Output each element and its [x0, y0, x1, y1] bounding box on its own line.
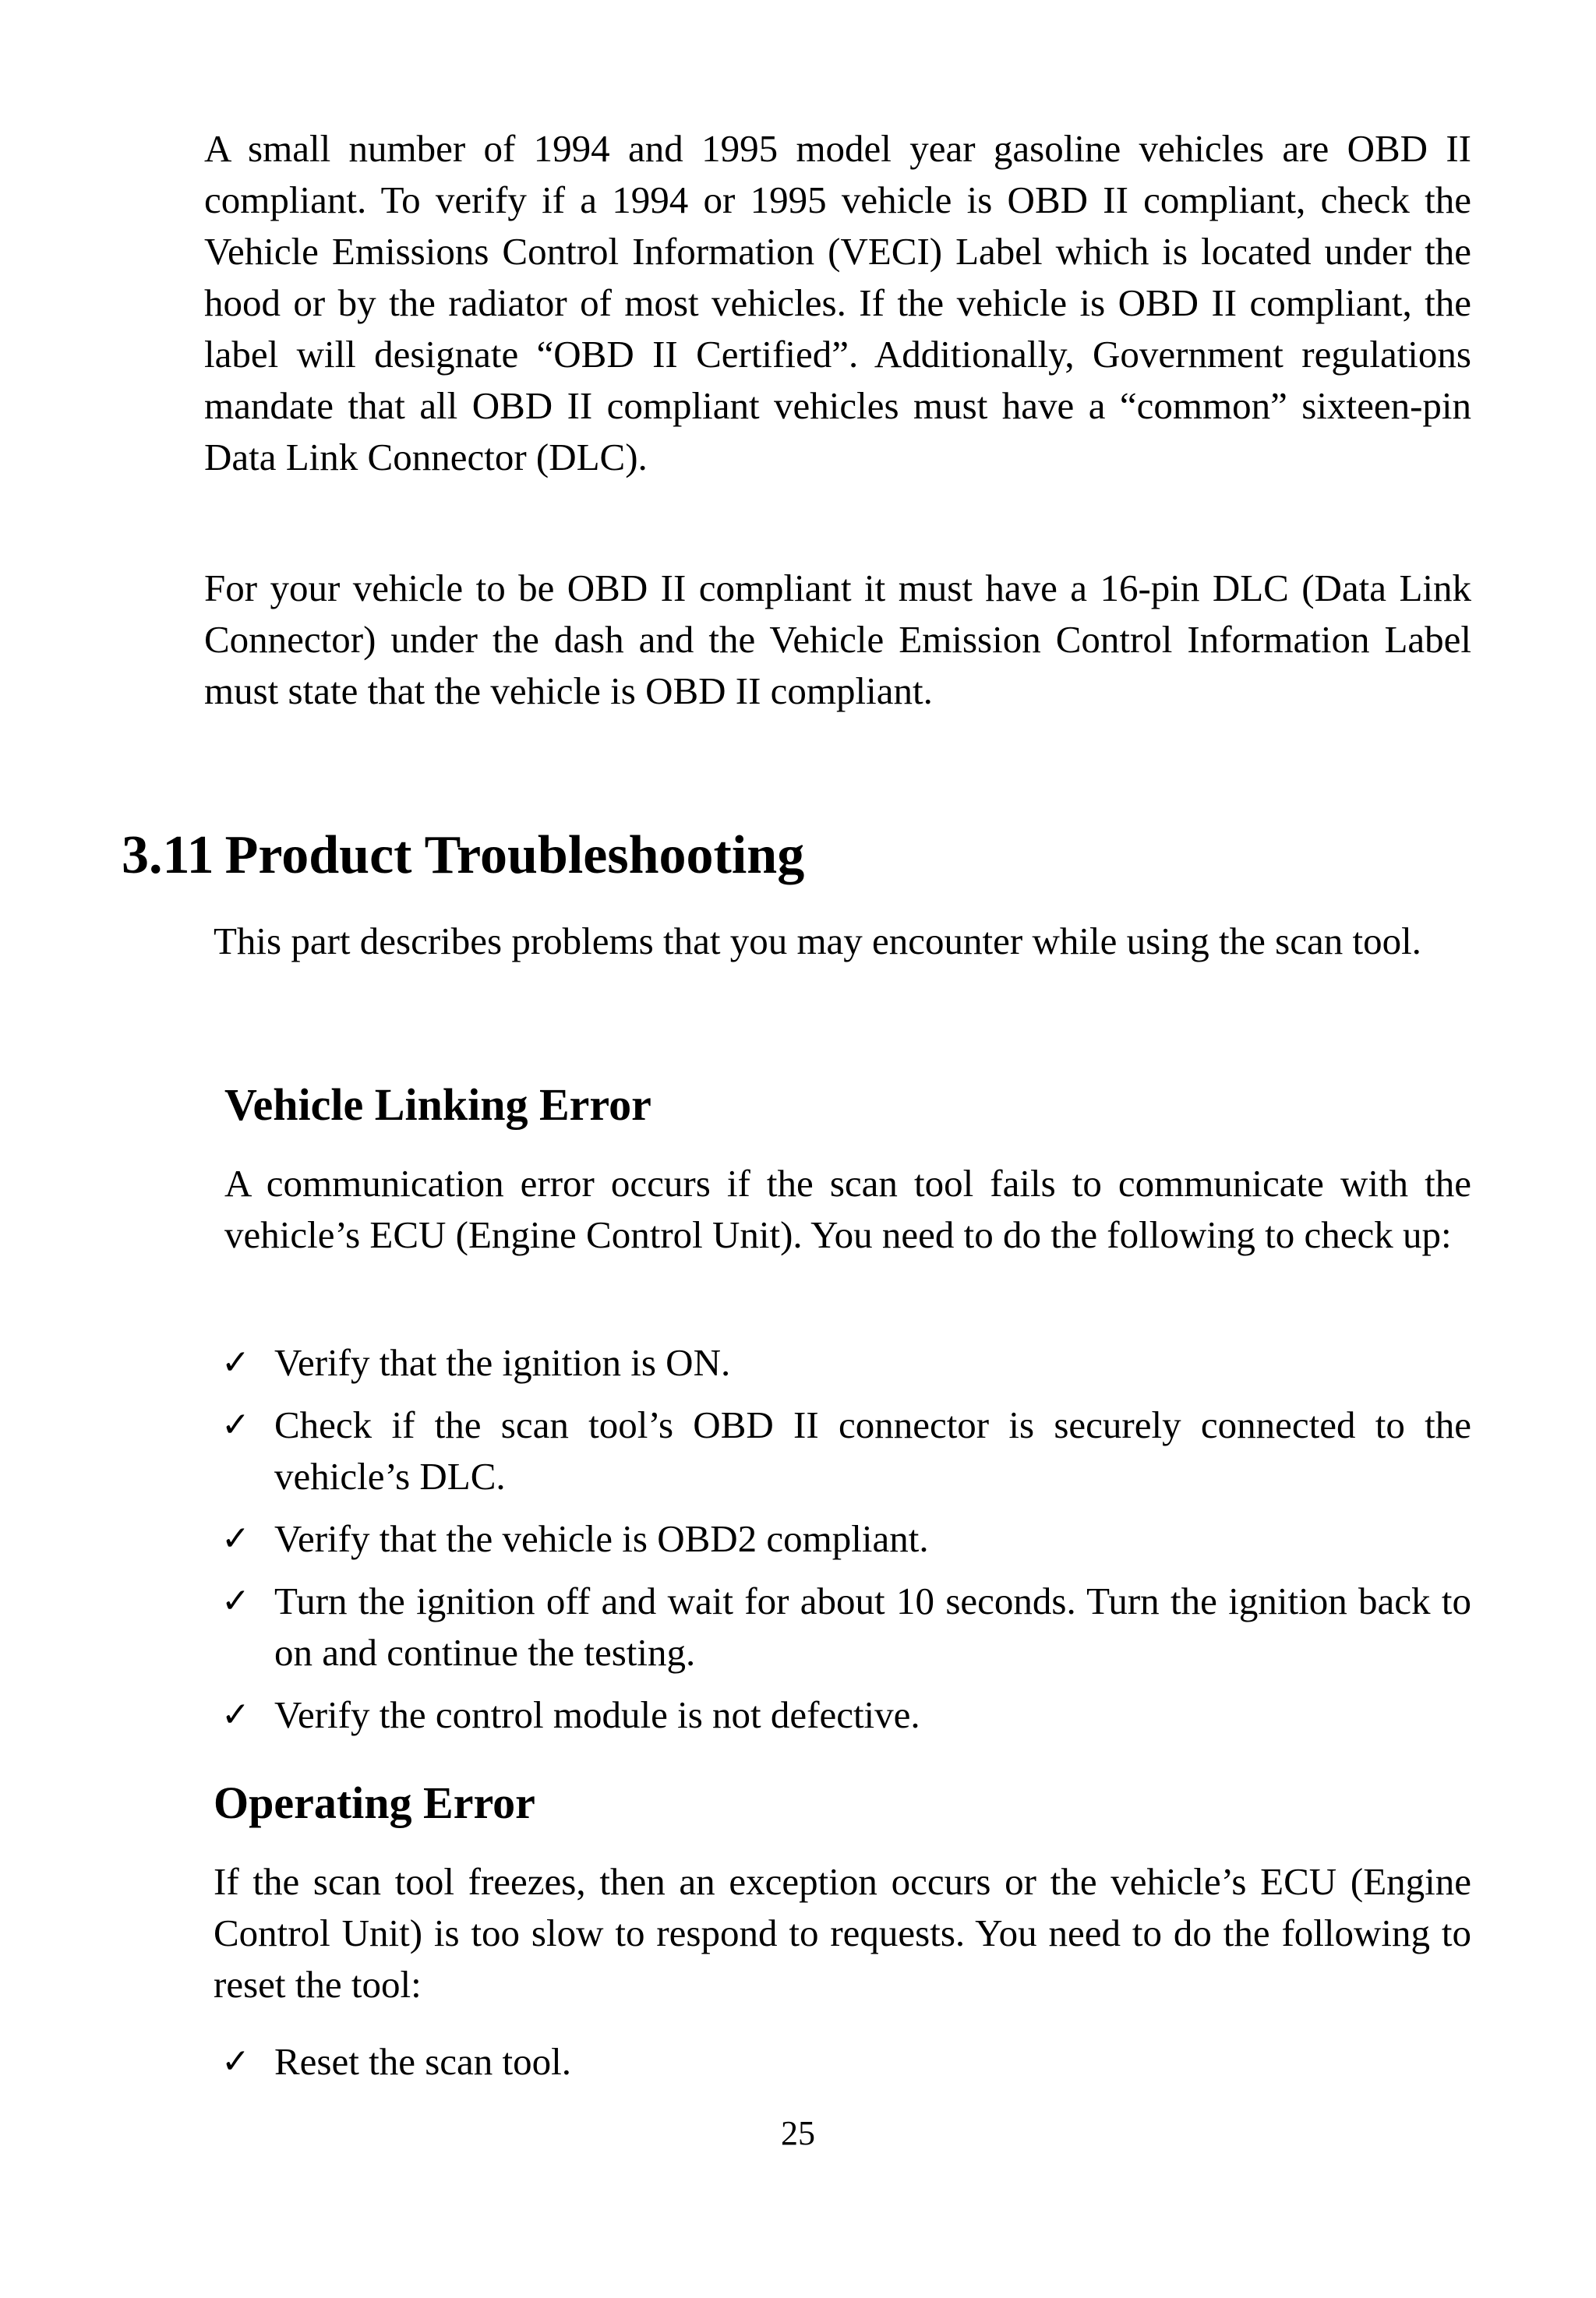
checklist-item-text: Verify the control module is not defective. [274, 1693, 920, 1736]
vehicle-linking-error-text: A communication error occurs if the scan tool fails to communicate with the vehicle’s ECU (Engine Control Unit). You need to do the following to check up: [224, 1162, 1471, 1256]
section-number: 3.11 [122, 825, 214, 885]
intro-paragraph-2: For your vehicle to be OBD II compliant it must have a 16-pin DLC (Data Link Connector) under the dash and the Vehicle Emission Control Information Label must state that the vehicle is OBD II compliant. [204, 567, 1471, 712]
vehicle-linking-error-heading: Vehicle Linking Error [224, 1079, 651, 1130]
checklist-item-text: Turn the ignition off and wait for about 10 seconds. Turn the ignition back to on and continue the testing. [274, 1580, 1471, 1674]
checkmark-icon: ✓ [221, 1343, 250, 1382]
checklist-item [212, 1689, 1471, 1741]
checkmark-icon: ✓ [221, 1581, 250, 1621]
page-number: 25 [781, 2114, 815, 2152]
checklist-item-text: Verify that the vehicle is OBD2 compliant. [274, 1517, 929, 1560]
checklist-item-text: Reset the scan tool. [274, 2040, 572, 2083]
checklist-item [212, 1513, 1471, 1565]
checklist-item-text: Verify that the ignition is ON. [274, 1341, 731, 1384]
checklist-item [212, 1400, 1471, 1502]
checklist-item-text: Check if the scan tool’s OBD II connector is securely connected to the vehicle’s DLC. [274, 1403, 1471, 1498]
checklist-item [212, 1337, 1471, 1389]
checkmark-icon: ✓ [221, 1695, 250, 1735]
intro-paragraph-1: A small number of 1994 and 1995 model year gasoline vehicles are OBD II compliant. To verify if a 1994 or 1995 vehicle is OBD II compliant, check the Vehicle Emissions Control Information (VECI) Label which is located under the hood or by the radiator of most vehicles. If the vehicle is OBD II compliant, the label will designate “OBD II Certified”. Additionally, Government regulations mandate that all OBD II compliant vehicles must have a “common” sixteen-pin Data Link Connector (DLC). [204, 127, 1471, 478]
operating-error-heading: Operating Error [214, 1777, 535, 1828]
section-title: Product Troubleshooting [224, 825, 805, 885]
linking-error-checklist [212, 1337, 1471, 1741]
section-heading [122, 824, 804, 887]
operating-error-checklist [212, 2036, 1471, 2088]
operating-error-text: If the scan tool freezes, then an exception occurs or the vehicle’s ECU (Engine Control Unit) is too slow to respond to requests. You need to do the following to reset the tool: [214, 1860, 1471, 2006]
checkmark-icon: ✓ [221, 1519, 250, 1558]
section-intro: This part describes problems that you may encounter while using the scan tool. [214, 920, 1421, 962]
checkmark-icon: ✓ [221, 2042, 250, 2081]
checkmark-icon: ✓ [221, 1405, 250, 1445]
checklist-item [212, 1576, 1471, 1678]
checklist-item [212, 2036, 1471, 2088]
